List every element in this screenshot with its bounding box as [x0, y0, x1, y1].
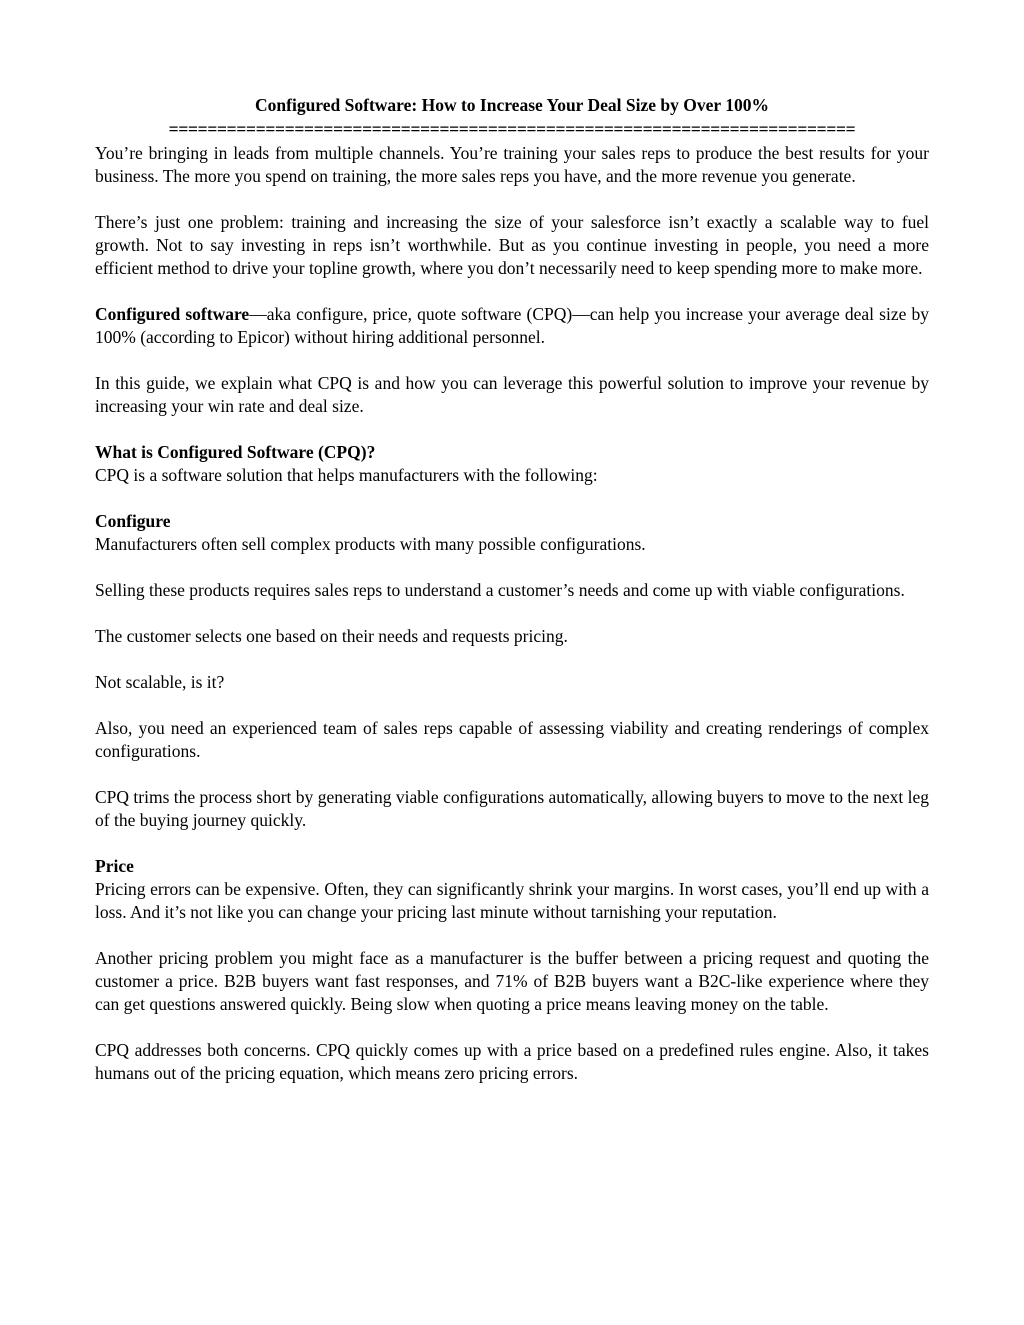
guide-paragraph: In this guide, we explain what CPQ is and how you can leverage this powerful solution to improve your revenue by increasing your win rate and deal size. [95, 373, 929, 416]
section-what-is-cpq [95, 441, 929, 487]
price-first-paragraph: Pricing errors can be expensive. Often, they can significantly shrink your margins. In worst cases, you’ll end up with a loss. And it’s not like you can change your pricing last minute without tarnishing your reputation. [95, 879, 929, 922]
intro-paragraph-1: You’re bringing in leads from multiple channels. You’re training your sales reps to produce the best results for your business. The more you spend on training, the more sales reps you have, and the more revenue you generate. [95, 143, 929, 186]
configure-paragraph-4: Also, you need an experienced team of sales reps capable of assessing viability and creating renderings of complex configurations. [95, 718, 929, 761]
intro-paragraph-2: There’s just one problem: training and increasing the size of your salesforce isn’t exactly a scalable way to fuel growth. Not to say investing in reps isn’t worthwhile. But as you continue investing in people, you need a more efficient method to drive your topline growth, where you don’t necessarily need to keep spending more to make more. [95, 212, 929, 278]
document-body [95, 94, 929, 1085]
section-heading-configure: Configure [95, 511, 171, 531]
section-heading-what-is-cpq: What is Configured Software (CPQ)? [95, 442, 376, 462]
section-configure-intro [95, 510, 929, 556]
what-is-cpq-text: CPQ is a software solution that helps manufacturers with the following: [95, 465, 598, 485]
configured-software-text: —aka configure, price, quote software (CPQ)—can help you increase your average deal size by 100% (according to Epicor) without hiring additional personnel. [95, 304, 929, 347]
configure-paragraph-1: Selling these products requires sales reps to understand a customer’s needs and come up with viable configurations. [95, 580, 905, 600]
configured-software-bold-term: Configured software [95, 304, 250, 324]
configure-paragraph-2: The customer selects one based on their needs and requests pricing. [95, 626, 568, 646]
price-paragraph-1: Another pricing problem you might face as a manufacturer is the buffer between a pricing request and quoting the customer a price. B2B buyers want fast responses, and 71% of B2B buyers want a B2C-like experience where they can get questions answered quickly. Being slow when quoting a price means leaving money on the table. [95, 948, 929, 1014]
configure-first-line: Manufacturers often sell complex products with many possible configurations. [95, 534, 646, 554]
section-heading-price: Price [95, 856, 134, 876]
configure-paragraph-3: Not scalable, is it? [95, 672, 225, 692]
title-separator-rule: ======================================================================= [168, 119, 856, 139]
document-title: Configured Software: How to Increase Your Deal Size by Over 100% [255, 95, 769, 115]
configure-paragraph-5: CPQ trims the process short by generating viable configurations automatically, allowing buyers to move to the next leg of the buying journey quickly. [95, 787, 929, 830]
configured-software-paragraph [95, 303, 929, 349]
section-price-intro [95, 855, 929, 924]
price-paragraph-2: CPQ addresses both concerns. CPQ quickly comes up with a price based on a predefined rules engine. Also, it takes humans out of the pricing equation, which means zero pricing errors. [95, 1040, 929, 1083]
